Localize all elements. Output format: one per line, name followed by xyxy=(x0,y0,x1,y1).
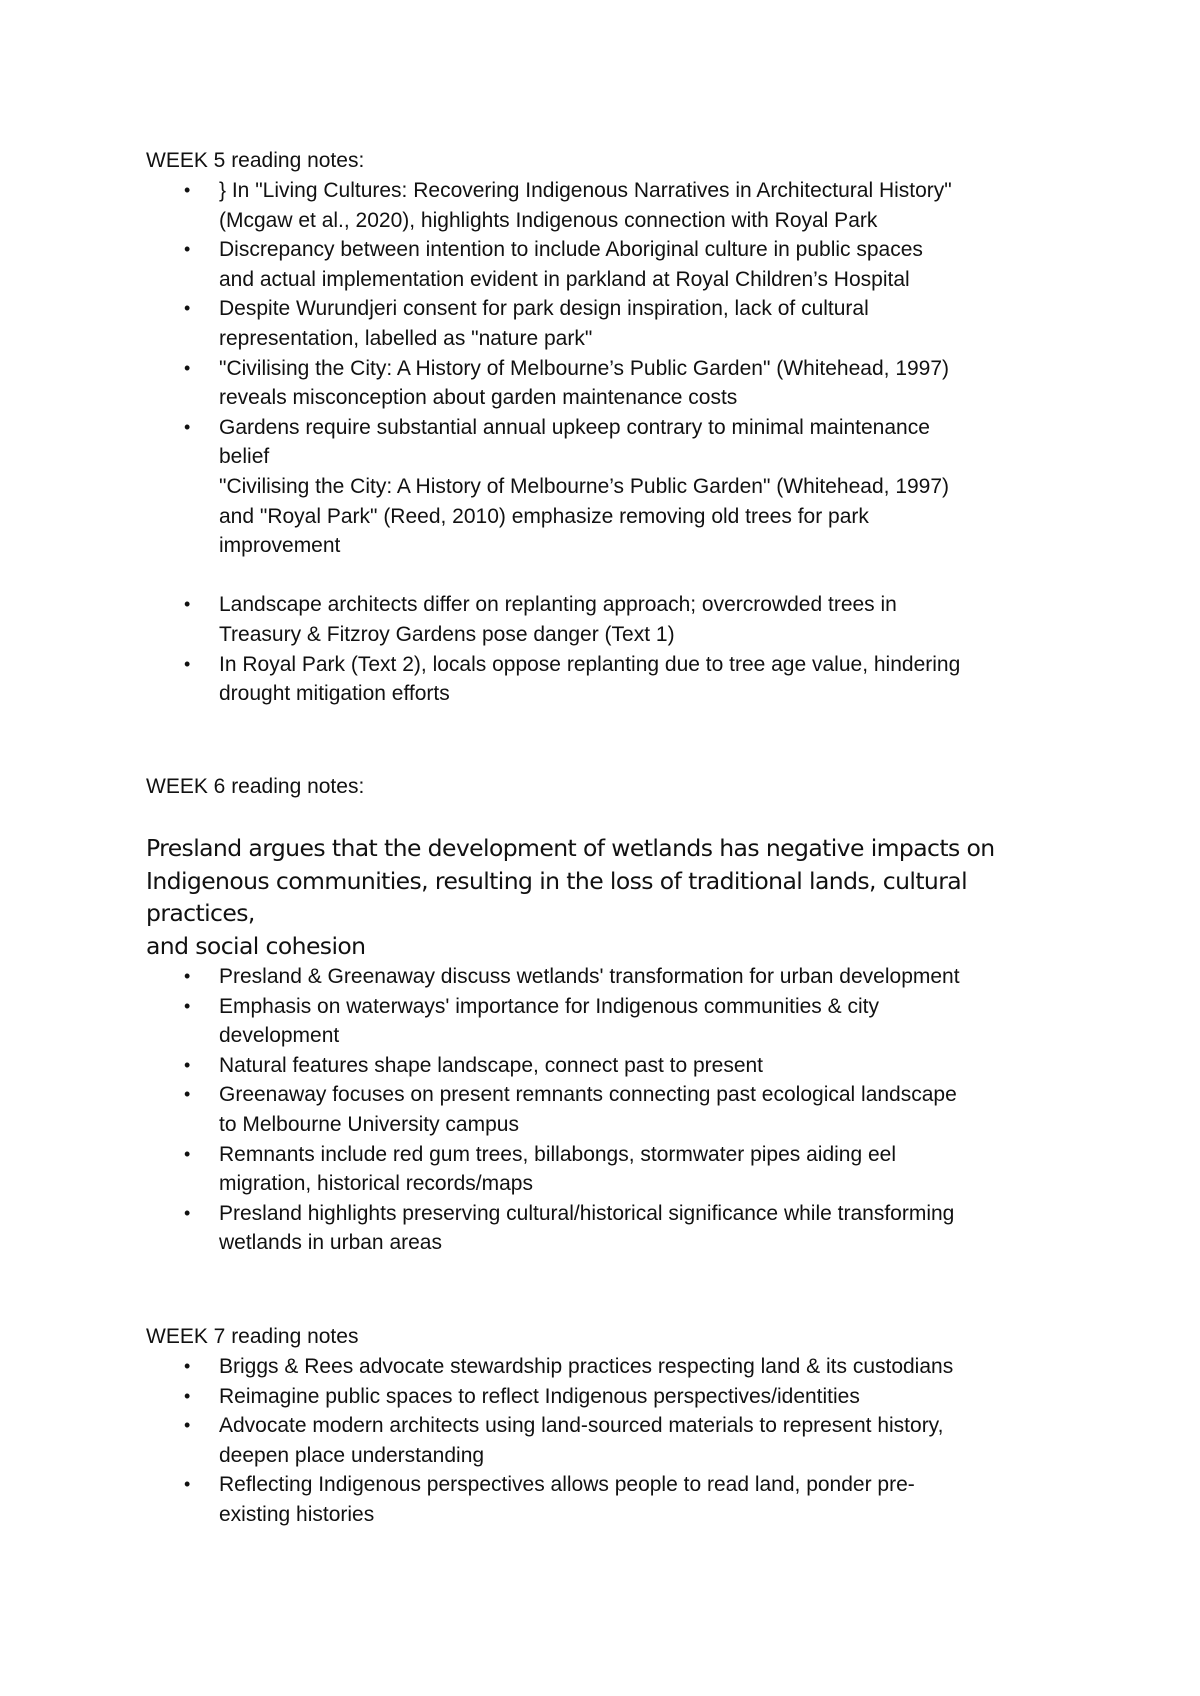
bullet-icon: • xyxy=(184,298,191,319)
list-item xyxy=(146,1080,1086,1139)
list-item-text: "Civilising the City: A History of Melbourne’s Public Garden" (Whitehead, 1997) and "Royal Park" (Reed, 2010) emphasize removing old trees for park improvement xyxy=(219,474,950,558)
list-item-text: Landscape architects differ on replanting approach; overcrowded trees in Treasury & Fitzroy Gardens pose danger (Text 1) xyxy=(219,593,897,646)
list-item-text: Advocate modern architects using land-sourced materials to represent history, deepen place understanding xyxy=(219,1414,944,1467)
bullet-icon: • xyxy=(184,357,191,378)
bullet-icon: • xyxy=(184,966,191,986)
list-item-text: Natural features shape landscape, connect past to present xyxy=(219,1053,764,1077)
bullet-icon: • xyxy=(184,995,191,1016)
list-item xyxy=(146,1352,1086,1382)
list-item xyxy=(146,590,1086,649)
bullet-icon: • xyxy=(184,1356,191,1376)
bullet-icon: • xyxy=(184,1143,191,1164)
bullet-icon: • xyxy=(184,653,191,674)
list-item xyxy=(146,294,1086,353)
list-item xyxy=(146,1199,1086,1258)
list-item-text: Remnants include red gum trees, billabongs, stormwater pipes aiding eel migration, historical records/maps xyxy=(219,1142,897,1196)
list-item-continuation xyxy=(146,472,1086,561)
week6-heading: WEEK 6 reading notes: xyxy=(146,775,365,798)
bullet-icon: • xyxy=(184,416,191,437)
bullet-icon: • xyxy=(184,1385,191,1406)
bullet-icon: • xyxy=(184,1202,191,1223)
list-item-text: In Royal Park (Text 2), locals oppose replanting due to tree age value, hindering drought mitigation efforts xyxy=(219,652,961,706)
week5-heading: WEEK 5 reading notes: xyxy=(146,149,365,172)
list-item-text: Briggs & Rees advocate stewardship practices respecting land & its custodians xyxy=(219,1355,954,1378)
list-item xyxy=(146,992,1086,1051)
bullet-icon: • xyxy=(184,594,191,615)
list-item xyxy=(146,1470,1086,1529)
list-item xyxy=(146,1051,1086,1081)
list-item-text: Emphasis on waterways' importance for Indigenous communities & city development xyxy=(219,994,879,1048)
bullet-icon: • xyxy=(184,180,191,200)
week5-notes-list xyxy=(146,176,1086,709)
list-item-text: Presland highlights preserving cultural/historical significance while transforming wetlands in urban areas xyxy=(219,1201,955,1255)
bullet-icon: • xyxy=(184,1054,191,1075)
list-item-text: Reflecting Indigenous perspectives allows people to read land, ponder pre- existing histories xyxy=(219,1473,915,1526)
list-item xyxy=(146,1382,1086,1412)
list-item xyxy=(146,1140,1086,1199)
list-item-text: } In "Living Cultures: Recovering Indigenous Narratives in Architectural History" (Mcgaw et al., 2020), highlights Indigenous connection with Royal Park xyxy=(219,179,952,232)
list-item xyxy=(146,354,1086,413)
list-item-text: Gardens require substantial annual upkeep contrary to minimal maintenance belief xyxy=(219,415,930,469)
bullet-icon: • xyxy=(184,239,191,260)
week7-heading: WEEK 7 reading notes xyxy=(146,1325,359,1348)
list-item xyxy=(146,176,1086,235)
week7-notes-list xyxy=(146,1352,1086,1530)
blank-line xyxy=(146,561,1086,591)
list-item xyxy=(146,650,1086,709)
list-item xyxy=(146,413,1086,472)
list-item-text: "Civilising the City: A History of Melbourne’s Public Garden" (Whitehead, 1997) reveals misconception about garden maintenance costs xyxy=(219,356,950,410)
list-item xyxy=(146,1411,1086,1470)
list-item-text: Presland & Greenaway discuss wetlands' transformation for urban development xyxy=(219,965,960,988)
list-item-text: Greenaway focuses on present remnants connecting past ecological landscape to Melbourne University campus xyxy=(219,1083,957,1136)
week6-notes-list xyxy=(146,962,1086,1258)
list-item xyxy=(146,235,1086,294)
list-item-text: Despite Wurundjeri consent for park design inspiration, lack of cultural representation, labelled as "nature park" xyxy=(219,297,869,350)
week6-paragraph: Presland argues that the development of wetlands has negative impacts on Indigenous communities, resulting in the loss of traditional lands, cultural practices, and social cohesion xyxy=(146,834,995,960)
list-item xyxy=(146,962,1086,992)
list-item-text: Reimagine public spaces to reflect Indigenous perspectives/identities xyxy=(219,1384,860,1408)
bullet-icon: • xyxy=(184,1084,191,1105)
bullet-icon: • xyxy=(184,1474,191,1495)
bullet-icon: • xyxy=(184,1415,191,1436)
list-item-text: Discrepancy between intention to include Aboriginal culture in public spaces and actual implementation evident in parkland at Royal Children’s Hospital xyxy=(219,238,923,291)
